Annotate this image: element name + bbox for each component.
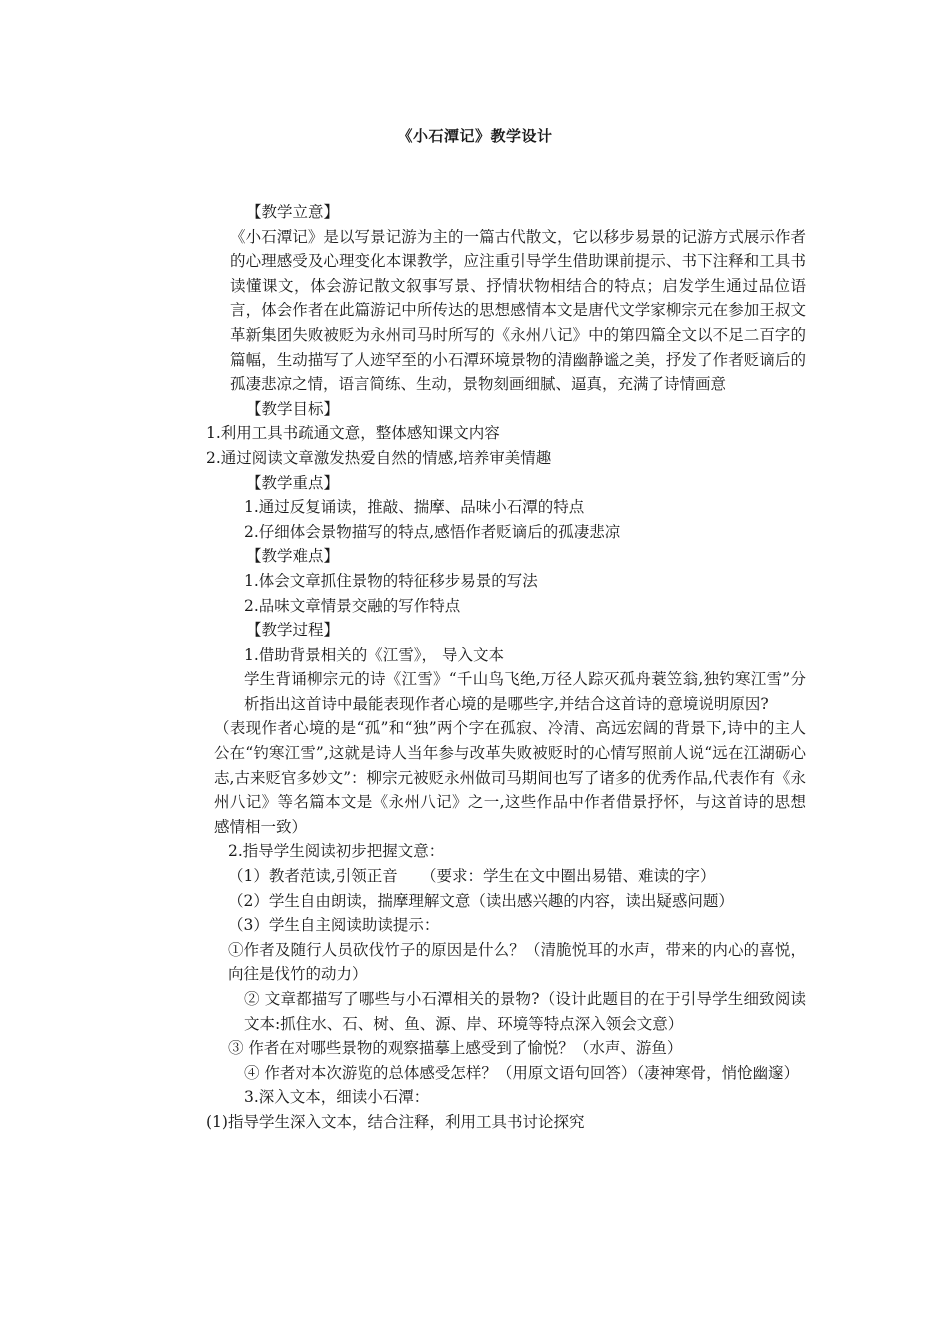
list-item: 1.借助背景相关的《江雪》， 导入文本 [244, 645, 504, 664]
list-item: （1）教者范读,引领正音 （要求：学生在文中圈出易错、难读的字） [228, 867, 716, 886]
document-body [206, 200, 806, 1135]
list-item: （3）学生自主阅读助读提示： [228, 916, 440, 935]
list-item: ④ 作者对本次游览的总体感受怎样？（用原文语句回答）（凄神寒骨，悄怆幽邃） [244, 1063, 800, 1082]
section-heading: 【教学难点】 [246, 547, 340, 566]
section-heading: 【教学目标】 [246, 399, 340, 418]
list-item: 2.仔细体会景物描写的特点,感悟作者贬谪后的孤凄悲凉 [244, 522, 621, 541]
section-heading: 【教学过程】 [246, 621, 340, 640]
list-item: ③ 作者在对哪些景物的观察描摹上感受到了愉悦？（水声、游鱼） [228, 1039, 683, 1058]
paragraph: 《小石潭记》是以写景记游为主的一篇古代散文，它以移步易景的记游方式展示作者的心理感受及心理变化本课教学，应注重引导学生借助课前提示、书下注释和工具书读懂课文，体会游记散文叙事写景、抒情状物相结合的特点；启发学生通过品位语言，体会作者在此篇游记中所传达的思想感情本文是唐代文学家柳宗元在参加王叔文革新集团失败被贬为永州司马时所写的《永州八记》中的第四篇全文以不足二百字的篇幅，生动描写了人迹罕至的小石潭环境景物的清幽静谧之美，抒发了作者贬谪后的孤凄悲凉之情，语言简练、生动，景物刻画细腻、逼真，充满了诗情画意 [230, 227, 806, 394]
list-item: 2.通过阅读文章激发热爱自然的情感,培养审美情趣 [206, 448, 552, 467]
list-item: 1.利用工具书疏通文意，整体感知课文内容 [206, 424, 500, 443]
list-item: ①作者及随行人员砍伐竹子的原因是什么？（清脆悦耳的水声，带来的内心的喜悦，向往是伐竹的动力） [228, 940, 806, 984]
section-heading: 【教学立意】 [246, 203, 340, 221]
paragraph: 学生背诵柳宗元的诗《江雪》“千山鸟飞绝,万径人踪灭孤舟蓑笠翁,独钓寒江雪”分析指出这首诗中最能表现作者心境的是哪些字,并结合这首诗的意境说明原因? [244, 670, 806, 713]
list-item: 2.指导学生阅读初步把握文意： [228, 842, 445, 861]
list-item: 1.通过反复诵读，推敲、揣摩、品味小石潭的特点 [244, 498, 585, 517]
list-item: 2.品味文章情景交融的写作特点 [244, 596, 461, 615]
list-item: 3.深入文本，细读小石潭： [244, 1088, 430, 1107]
paragraph: （表现作者心境的是“孤”和“独”两个字在孤寂、冷清、高远宏阔的背景下,诗中的主人公在“钓寒江雪”,这就是诗人当年参与改革失败被贬时的心情写照前人说“远在江湖砺心志,古来贬官多妙文”：柳宗元被贬永州做司马期间也写了诸多的优秀作品,代表作有《永州八记》等名篇本文是《永州八记》之一,这些作品中作者借景抒怀，与这首诗的思想感情相一致） [214, 719, 806, 836]
list-item: 1.体会文章抓住景物的特征移步易景的写法 [244, 571, 538, 590]
document-title: 《小石潭记》教学设计 [397, 127, 553, 145]
list-item: （2）学生自由朗读，揣摩理解文意（读出感兴趣的内容，读出疑惑问题） [228, 891, 734, 910]
list-item: (1)指导学生深入文本，结合注释，利用工具书讨论探究 [206, 1112, 585, 1131]
list-item: ② 文章都描写了哪些与小石潭相关的景物?（设计此题目的在于引导学生细致阅读文本:抓住水、石、树、鱼、源、岸、环境等特点深入领会文意） [244, 990, 806, 1033]
section-heading: 【教学重点】 [246, 473, 340, 492]
